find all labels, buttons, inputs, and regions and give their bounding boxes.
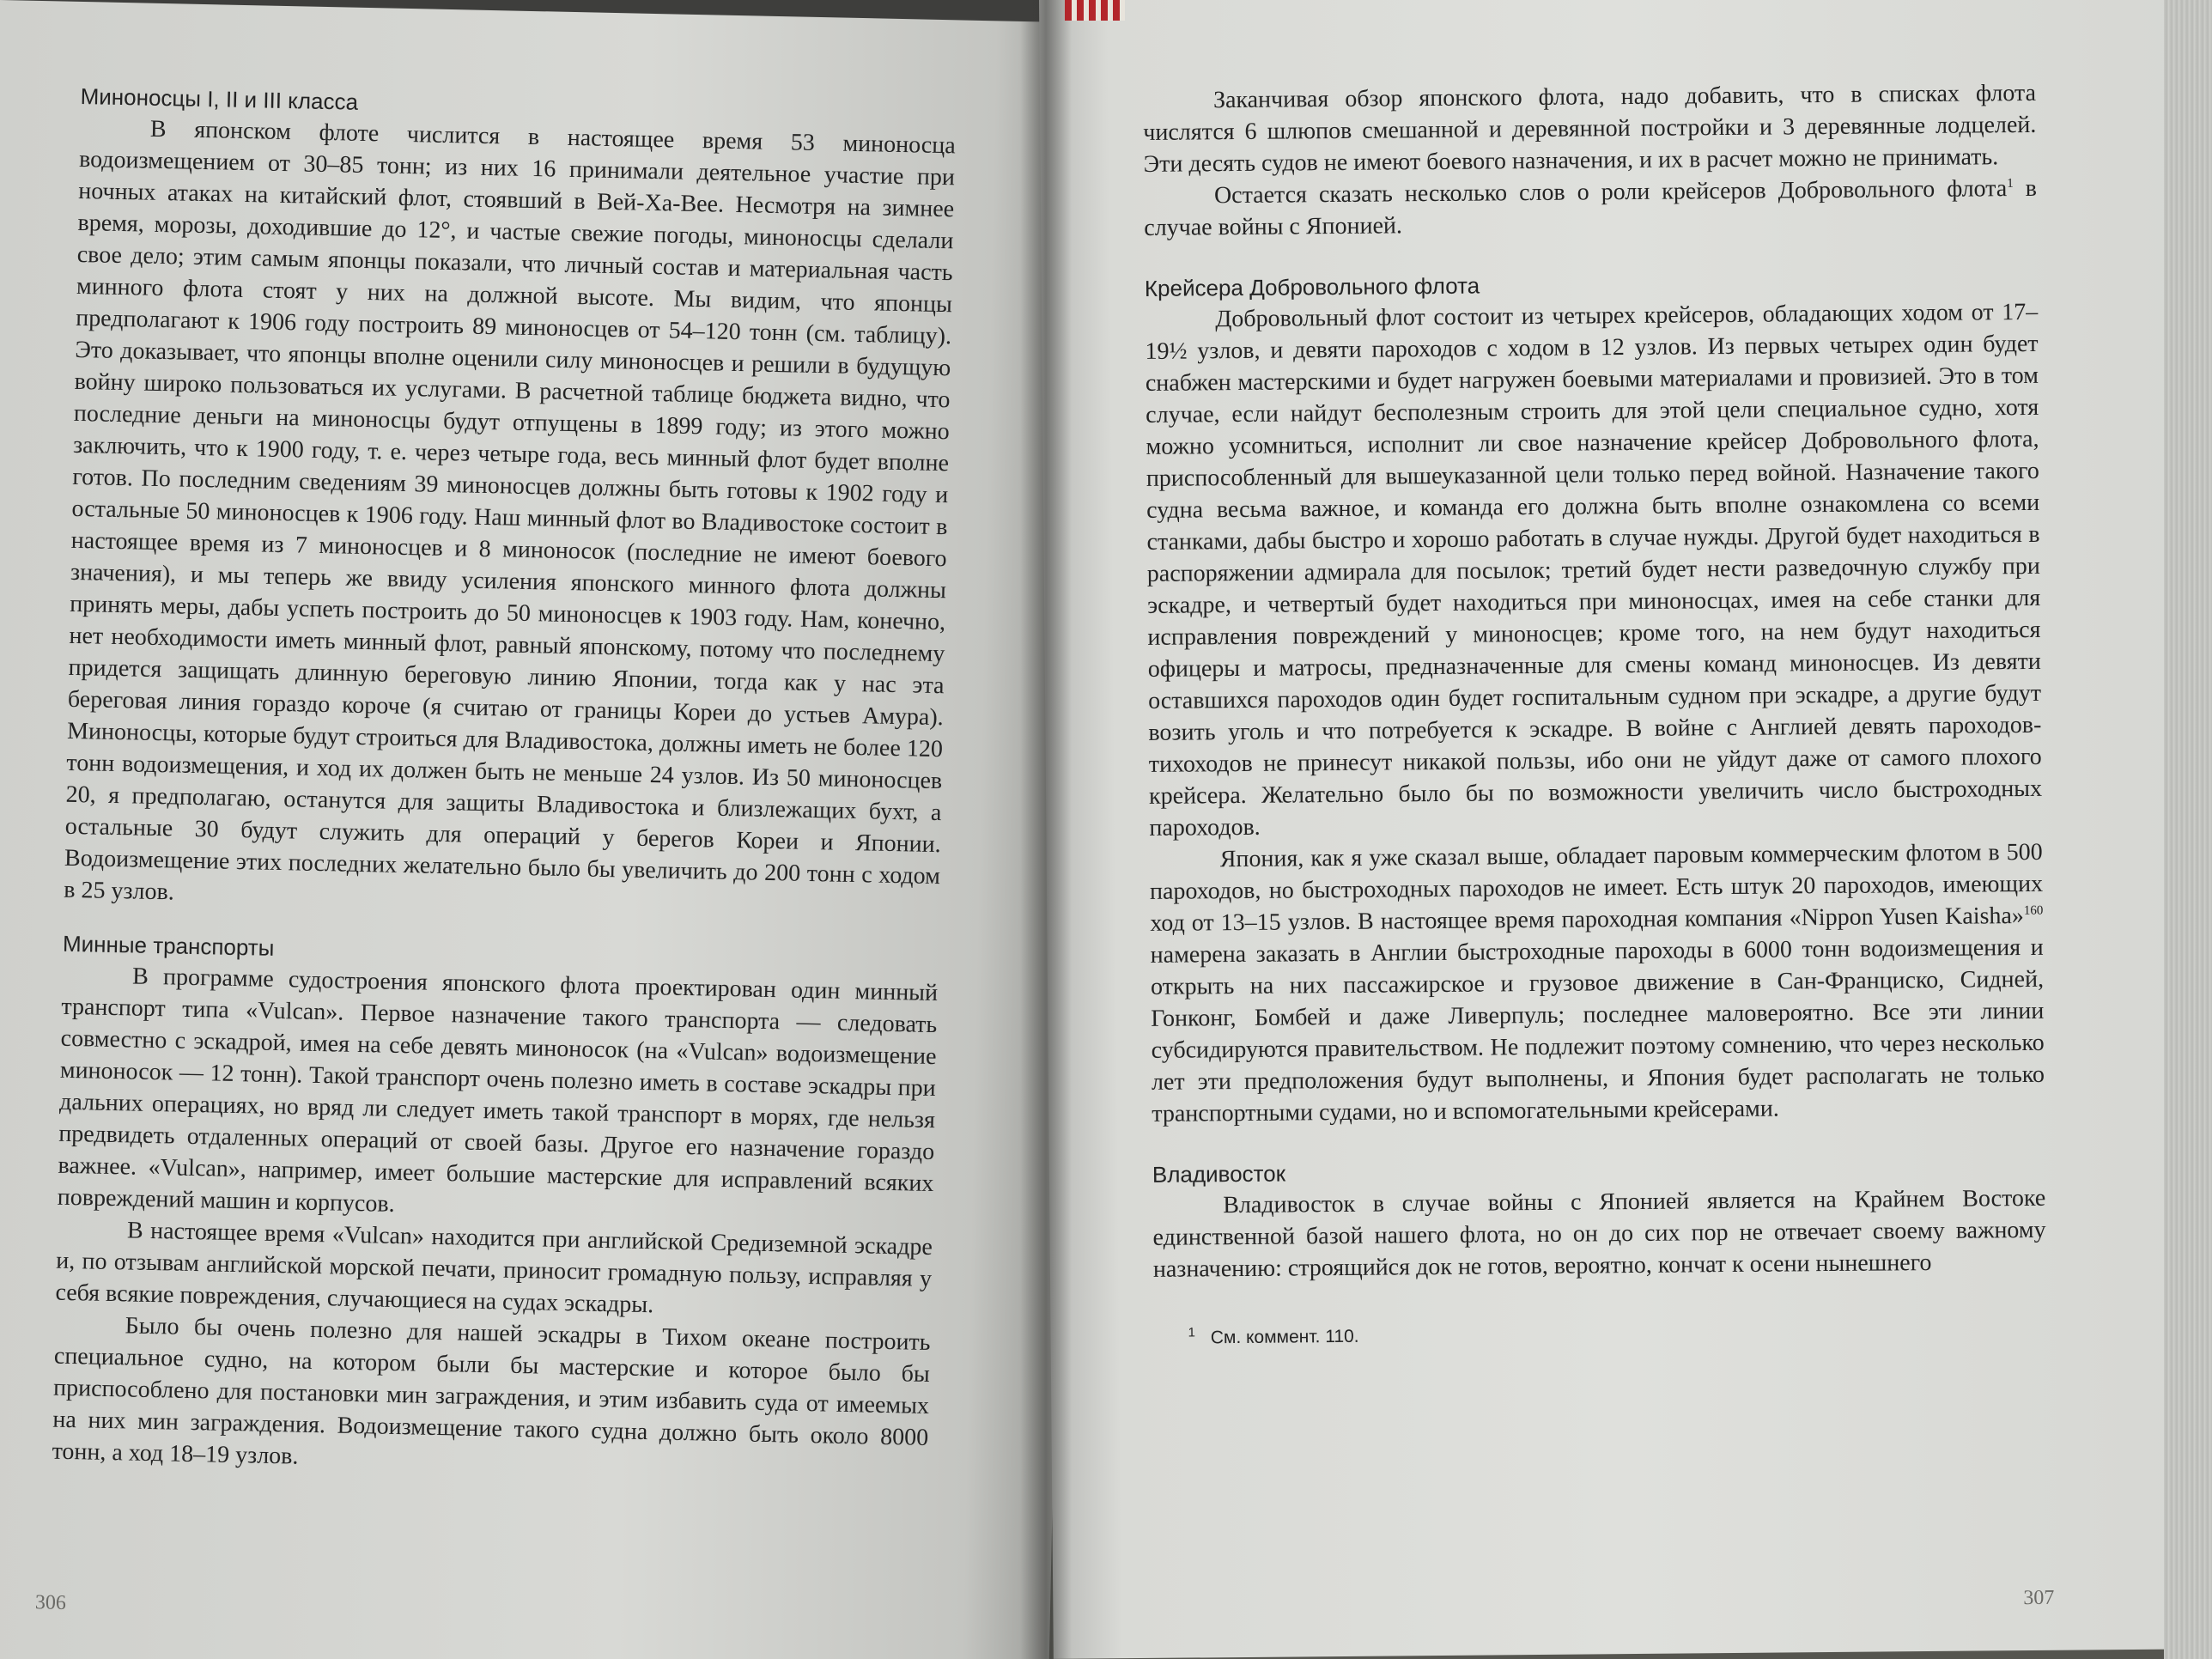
heading-torpedo-boats: Миноносцы I, II и III класса (80, 82, 359, 115)
right-page (1039, 0, 2204, 1659)
paragraph: В японском флоте числится в настоящее время 53 миноносца водоизмещением от 30–85 тонн; из них 16 принимали деятельное участие при ночных атаках на китайский флот, стоявший в Вей-Ха-Вее. Несмотря на зимнее время, морозы, доходившие до 12°, и частые свежие погоды, миноносцы сделали свое дело; этим самым японцы показали, что личный состав и материальная часть минного флота стоят у них на должной высоте. Мы видим, что японцы предполагают к 1906 году построить 89 миноносцев от 54–120 тонн (см. таблицу). Это доказывает, что японцы вполне оценили силу миноносцев и решили в будущую войну широко пользоваться их услугами. В расчетной таблице бюджета видно, что последние деньги на миноносцы будут отпущены в 1899 году; из этого можно заключить, что к 1900 году, т. е. через четыре года, весь минный флот будет вполне готов. По последним сведениям 39 миноносцев должны быть готовы к 1902 году и остальные 50 миноносцев к 1906 году. Наш минный флот во Владивостоке состоит в настоящее время из 7 миноносцев и 8 миноносок (последние не имеют боевого значения), и мы теперь же ввиду усиления японского минного флота должны принять меры, дабы успеть построить до 50 миноносцев к 1903 году. Нам, конечно, нет необходимости иметь минный флот, равный японскому, потому что последнему придется защищать длинную береговую линию Японии, тогда как у нас эта береговая линия гораздо короче (я считаю от границы Кореи до устьев Амура). Миноносцы, которые будут строиться для Владивостока, должны иметь не более 120 тонн водоизмещения, и ход их должен быть не меньше 24 узлов. Из 50 миноносцев 20, я предполагаю, останутся для защиты Владивостока и близлежащих бухт, а остальные 30 будут служить для операций у берегов Кореи и Японии. Водоизмещение этих последних желательно было бы увеличить до 200 тонн с ходом в 25 узлов. (63, 115, 957, 906)
heading-volunteer-fleet: Крейсера Добровольного флота (1144, 272, 1480, 301)
paragraph (1144, 173, 2038, 244)
page-number-left: 306 (34, 1591, 67, 1615)
heading-vladivostok: Владивосток (1152, 1160, 1286, 1188)
footnote-ref[interactable]: 1 (2007, 176, 2014, 191)
footnote-mark: 1 (1188, 1325, 1195, 1340)
paragraph (1143, 77, 2037, 180)
paragraph-text: в случае войны с Японией. (1144, 174, 2038, 241)
paragraph-text: Япония, как я уже сказал выше, обладает паровым коммерческим флотом в 500 пароходов, но быстроходных пароходов не имеет. Есть штук 20 пароходов, имеющих ход от 13–15 узлов. В настоящее время пароходная компания «Nippon Yusen Kaisha» (1149, 838, 2044, 937)
paragraph: В настоящее время «Vulcan» находится при английской Средиземной эскадре и, по отзывам английской морской печати, приносит громадную пользу, исправляя у себя всякие повреждения, случающиеся на судах эскадры. (55, 1217, 933, 1319)
paragraph-text: Остается сказать несколько слов о роли крейсеров Добровольного флота (1213, 175, 2008, 210)
heading-mine-transports: Минные транспорты (62, 930, 275, 961)
paragraph-text: Заканчивая обзор японского флота, надо добавить, что в списках флота числятся 6 шлюпов смешанной и деревянной постройки и 3 деревянные лодцелей. Эти десять судов не имеют боевого назначения, и их в расчет можно не принимать. (1143, 79, 2037, 178)
paragraph: Было бы очень полезно для нашей эскадры в Тихом океане построить специальное судно, на котором были бы мастерские и которое было бы приспособлено для постановки мин заграждения, и этим избавить суда от имеемых на них мин заграждения. Водоизмещение такого судна должно быть около 8000 тонн, а ход 18–19 узлов. (52, 1312, 931, 1470)
footnote-text: См. коммент. 110. (1210, 1326, 1359, 1348)
book-gutter (1020, 0, 1072, 1659)
footnote-ref[interactable]: 160 (2023, 903, 2044, 918)
paragraph (1150, 836, 2045, 1130)
left-page (0, 0, 1084, 1659)
paragraph-text: намерена заказать в Англии быстроходные пароходы в 6000 тонн водоизмещения и открыть на них пассажирское и грузовое движение в Сан-Франциско, Сидней, Гонконг, Бомбей и даже Ливерпуль; последнее маловероятно. Все эти линии субсидируются правительством. Не подлежит поэтому сомнению, что через несколько лет эти предположения будут выполнены, и Япония будет располагать не только транспортными судами, но и вспомогательными крейсерами. (1150, 933, 2045, 1127)
paragraph: Владивосток в случае войны с Японией является на Крайнем Востоке единственной базой нашего флота, но он до сих пор не отвечает своему важному назначению: строящийся док не готов, вероятно, кончат к осени нынешнего (1152, 1184, 2046, 1283)
left-column (52, 81, 957, 1486)
page-edges (2164, 0, 2212, 1659)
paragraph: В программе судостроения японского флота проектирован один минный транспорт типа «Vulcan». Первое назначение такого транспорта — следовать совместно с эскадрой, имея на себе девять миноносок (на «Vulcan» водоизмещение миноносок — 12 тонн). Такой транспорт очень полезно иметь в составе эскадры при дальних операциях, но вряд ли следует иметь такой транспорт в морях, где нельзя предвидеть отдаленных операций от своей базы. Другое его назначение гораздо важнее. «Vulcan», например, имеет большие мастерские для исправлений всяких повреждений машин и корпусов. (57, 963, 939, 1218)
right-column (1143, 77, 2047, 1351)
bookmark-ribbon (1065, 0, 1125, 21)
footnote (1153, 1319, 2046, 1351)
paragraph: Добровольный флот состоит из четырех крейсеров, обладающих ходом от 17–19½ узлов, и девяти пароходов с ходом в 12 узлов. Из первых четырех один будет снабжен мастерскими и будет нагружен боевыми материалами и провизией. Это в том случае, если найдут бесполезным строить для этой цели специальное судно, хотя можно усомниться, исполнит ли свое назначение крейсер Добровольного флота, приспособленный для вышеуказанной цели только перед войной. Назначение такого судна весьма важное, и команда его должна быть вполне ознакомлена со всеми станками, дабы быстро и хорошо работать в случае нужды. Другой будет находиться в распоряжении адмирала для посылок; третий будет нести разведочную службу при эскадре, и четвертый будет находиться при миноносцах, имея на себе станки для исправления повреждений у миноносцев; кроме того, на нем будут находиться офицеры и матросы, предназначенные для смены команд миноносцев. Из девяти оставшихся пароходов один будет госпитальным судном при эскадре, а другие будут возить уголь и что потребуется к эскадре. В войне с Англией девять пароходов-тихоходов не принесут никакой пользы, ибо они не уйдут даже от самого плохого крейсера. Желательно было бы по возможности увеличить число быстроходных пароходов. (1145, 298, 2043, 842)
page-number-right: 307 (2023, 1586, 2055, 1610)
